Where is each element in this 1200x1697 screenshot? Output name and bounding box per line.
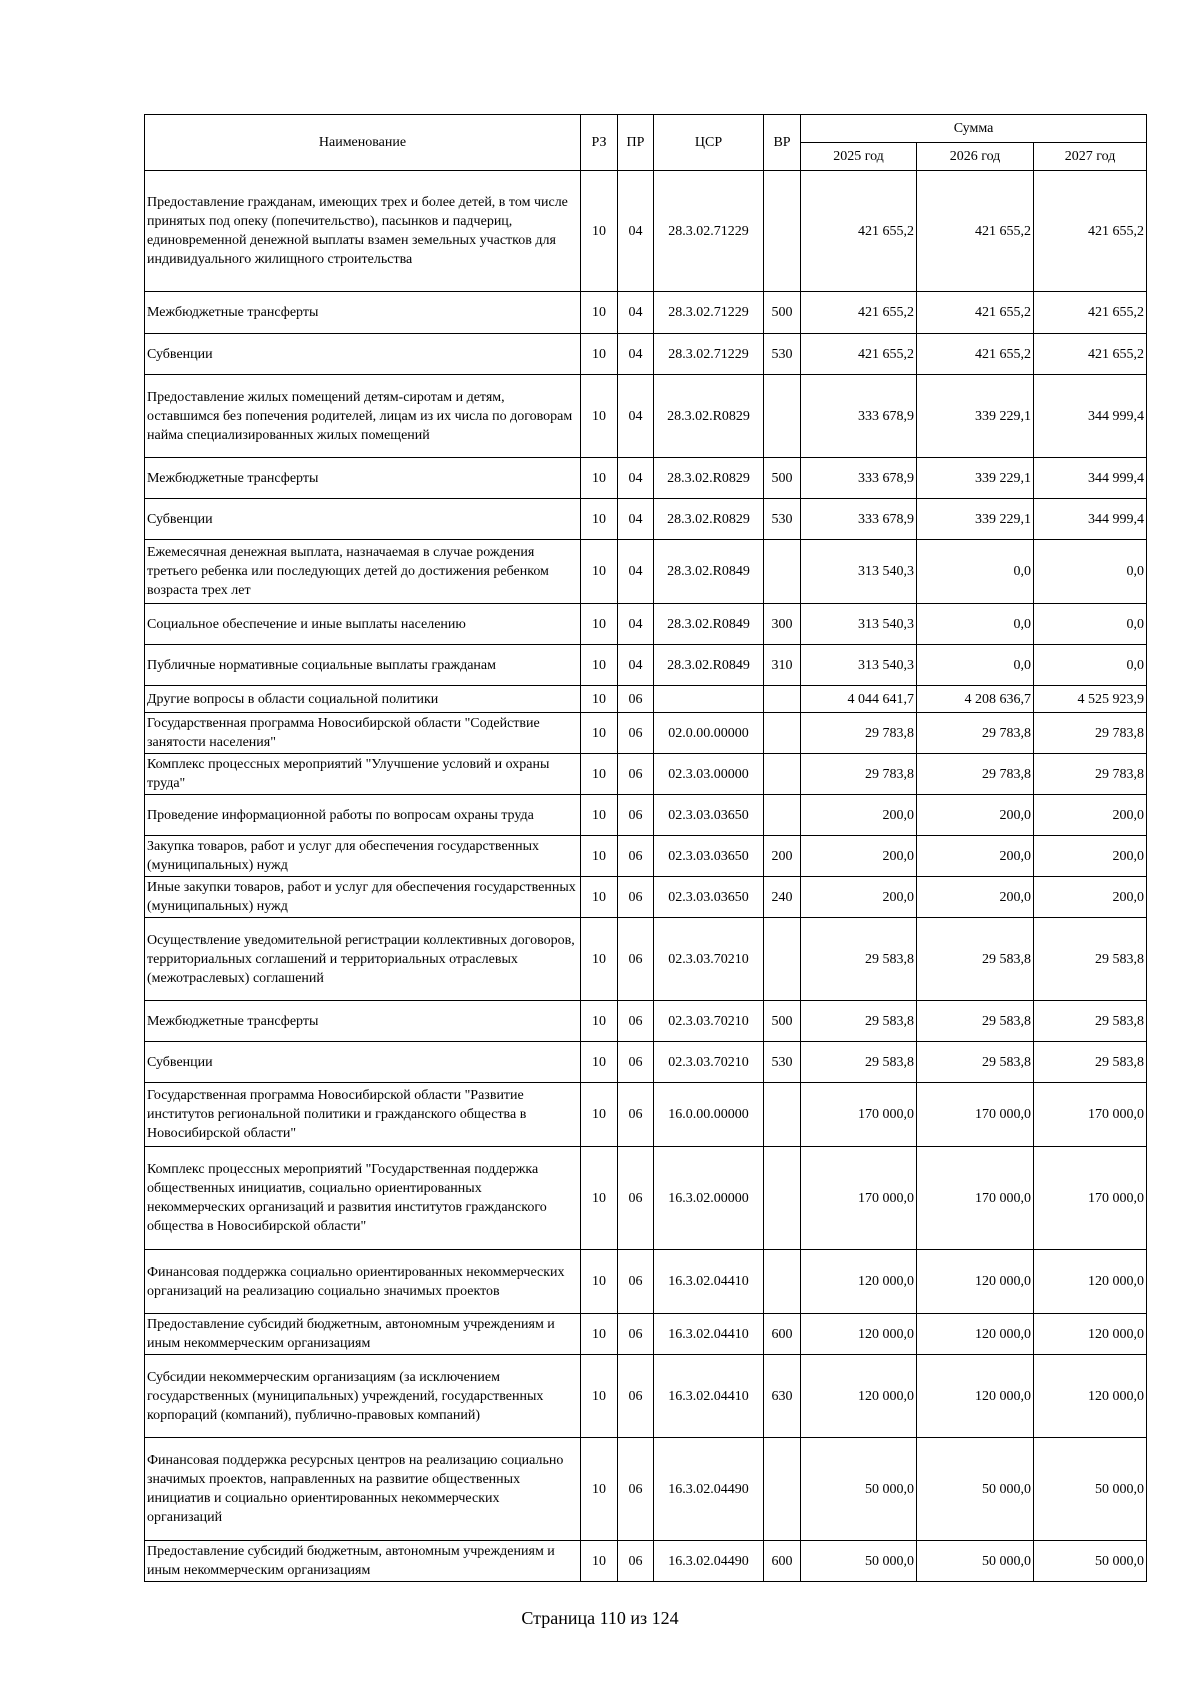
csr-cell: 28.3.02.71229	[654, 292, 764, 334]
table-row	[145, 375, 1147, 458]
sum-2027-cell: 29 583,8	[1034, 1042, 1147, 1083]
table-row	[145, 1314, 1147, 1355]
csr-cell: 16.0.00.00000	[654, 1083, 764, 1147]
pr-cell: 06	[618, 1250, 654, 1314]
csr-cell: 28.3.02.R0849	[654, 604, 764, 645]
sum-2027-cell: 120 000,0	[1034, 1355, 1147, 1438]
pr-cell: 06	[618, 1147, 654, 1250]
sum-2027-cell: 29 783,8	[1034, 754, 1147, 795]
name-cell: Финансовая поддержка социально ориентированных некоммерческих организаций на реализацию социально значимых проектов	[145, 1250, 581, 1314]
sum-2026-cell: 421 655,2	[917, 292, 1034, 334]
sum-2027-cell: 170 000,0	[1034, 1147, 1147, 1250]
name-cell: Комплекс процессных мероприятий "Государственная поддержка общественных инициатив, социально ориентированных некоммерческих организаций и развития институтов гражданского общества в Новосибирской области"	[145, 1147, 581, 1250]
sum-2025-cell: 421 655,2	[801, 334, 917, 375]
csr-cell: 16.3.02.04410	[654, 1355, 764, 1438]
csr-cell: 16.3.02.00000	[654, 1147, 764, 1250]
sum-2026-cell: 200,0	[917, 877, 1034, 918]
csr-cell: 28.3.02.R0829	[654, 499, 764, 540]
csr-cell: 02.3.03.03650	[654, 877, 764, 918]
sum-2025-cell: 29 583,8	[801, 1001, 917, 1042]
rz-cell: 10	[581, 1001, 618, 1042]
vr-cell	[764, 686, 801, 713]
csr-cell: 28.3.02.71229	[654, 334, 764, 375]
rz-cell: 10	[581, 795, 618, 836]
name-cell: Предоставление жилых помещений детям-сиротам и детям, оставшимся без попечения родителей, лицам из их числа по договорам найма специализированных жилых помещений	[145, 375, 581, 458]
sum-2026-cell: 120 000,0	[917, 1314, 1034, 1355]
pr-cell: 04	[618, 334, 654, 375]
pr-cell: 06	[618, 877, 654, 918]
sum-2025-cell: 120 000,0	[801, 1250, 917, 1314]
vr-cell	[764, 1250, 801, 1314]
header-name: Наименование	[145, 115, 581, 171]
sum-2026-cell: 0,0	[917, 604, 1034, 645]
pr-cell: 04	[618, 540, 654, 604]
pr-cell: 06	[618, 1355, 654, 1438]
sum-2026-cell: 421 655,2	[917, 334, 1034, 375]
vr-cell: 200	[764, 836, 801, 877]
table-row	[145, 458, 1147, 499]
name-cell: Субсидии некоммерческим организациям (за исключением государственных (муниципальных) учреждений, государственных корпораций (компаний), публично-правовых компаний)	[145, 1355, 581, 1438]
name-cell: Проведение информационной работы по вопросам охраны труда	[145, 795, 581, 836]
rz-cell: 10	[581, 1541, 618, 1582]
sum-2025-cell: 120 000,0	[801, 1314, 917, 1355]
table-row	[145, 877, 1147, 918]
rz-cell: 10	[581, 1314, 618, 1355]
pr-cell: 04	[618, 499, 654, 540]
table-row	[145, 1042, 1147, 1083]
sum-2026-cell: 339 229,1	[917, 499, 1034, 540]
csr-cell: 16.3.02.04410	[654, 1314, 764, 1355]
sum-2025-cell: 200,0	[801, 836, 917, 877]
pr-cell: 04	[618, 645, 654, 686]
csr-cell: 28.3.02.R0829	[654, 375, 764, 458]
table-row	[145, 918, 1147, 1001]
sum-2027-cell: 4 525 923,9	[1034, 686, 1147, 713]
table-row	[145, 292, 1147, 334]
rz-cell: 10	[581, 458, 618, 499]
vr-cell	[764, 540, 801, 604]
table-row	[145, 713, 1147, 754]
table-row	[145, 686, 1147, 713]
sum-2027-cell: 200,0	[1034, 836, 1147, 877]
rz-cell: 10	[581, 877, 618, 918]
vr-cell: 300	[764, 604, 801, 645]
table-row	[145, 499, 1147, 540]
pr-cell: 06	[618, 1042, 654, 1083]
rz-cell: 10	[581, 1083, 618, 1147]
csr-cell: 28.3.02.R0849	[654, 645, 764, 686]
table-row	[145, 1083, 1147, 1147]
sum-2025-cell: 120 000,0	[801, 1355, 917, 1438]
sum-2025-cell: 333 678,9	[801, 375, 917, 458]
header-csr: ЦСР	[654, 115, 764, 171]
pr-cell: 04	[618, 458, 654, 499]
sum-2026-cell: 421 655,2	[917, 171, 1034, 292]
vr-cell: 530	[764, 499, 801, 540]
table-row	[145, 334, 1147, 375]
sum-2025-cell: 50 000,0	[801, 1541, 917, 1582]
table-row	[145, 1355, 1147, 1438]
vr-cell	[764, 1147, 801, 1250]
csr-cell: 16.3.02.04410	[654, 1250, 764, 1314]
sum-2026-cell: 50 000,0	[917, 1541, 1034, 1582]
sum-2025-cell: 313 540,3	[801, 645, 917, 686]
header-year-2027: 2027 год	[1034, 143, 1147, 171]
name-cell: Социальное обеспечение и иные выплаты населению	[145, 604, 581, 645]
header-pr: ПР	[618, 115, 654, 171]
sum-2026-cell: 29 783,8	[917, 754, 1034, 795]
sum-2025-cell: 29 583,8	[801, 1042, 917, 1083]
sum-2027-cell: 120 000,0	[1034, 1314, 1147, 1355]
rz-cell: 10	[581, 645, 618, 686]
pr-cell: 06	[618, 754, 654, 795]
vr-cell: 500	[764, 1001, 801, 1042]
sum-2027-cell: 421 655,2	[1034, 171, 1147, 292]
csr-cell: 02.3.03.70210	[654, 1001, 764, 1042]
header-vr: ВР	[764, 115, 801, 171]
pr-cell: 04	[618, 375, 654, 458]
sum-2026-cell: 200,0	[917, 795, 1034, 836]
sum-2025-cell: 50 000,0	[801, 1438, 917, 1541]
table-body	[145, 171, 1147, 1582]
name-cell: Субвенции	[145, 334, 581, 375]
vr-cell	[764, 171, 801, 292]
sum-2027-cell: 170 000,0	[1034, 1083, 1147, 1147]
pr-cell: 06	[618, 1314, 654, 1355]
table-row	[145, 754, 1147, 795]
header-year-2025: 2025 год	[801, 143, 917, 171]
sum-2027-cell: 0,0	[1034, 645, 1147, 686]
table-row	[145, 540, 1147, 604]
sum-2027-cell: 29 783,8	[1034, 713, 1147, 754]
table-row	[145, 1250, 1147, 1314]
rz-cell: 10	[581, 171, 618, 292]
sum-2026-cell: 120 000,0	[917, 1250, 1034, 1314]
vr-cell: 310	[764, 645, 801, 686]
sum-2026-cell: 29 783,8	[917, 713, 1034, 754]
pr-cell: 06	[618, 1001, 654, 1042]
sum-2026-cell: 200,0	[917, 836, 1034, 877]
vr-cell	[764, 1438, 801, 1541]
sum-2025-cell: 421 655,2	[801, 292, 917, 334]
rz-cell: 10	[581, 604, 618, 645]
sum-2027-cell: 344 999,4	[1034, 499, 1147, 540]
csr-cell: 02.3.03.03650	[654, 795, 764, 836]
rz-cell: 10	[581, 1438, 618, 1541]
csr-cell: 02.3.03.03650	[654, 836, 764, 877]
pr-cell: 06	[618, 1083, 654, 1147]
pr-cell: 06	[618, 795, 654, 836]
pr-cell: 06	[618, 836, 654, 877]
sum-2027-cell: 421 655,2	[1034, 292, 1147, 334]
sum-2027-cell: 421 655,2	[1034, 334, 1147, 375]
sum-2026-cell: 29 583,8	[917, 1001, 1034, 1042]
sum-2027-cell: 344 999,4	[1034, 458, 1147, 499]
budget-table	[144, 114, 1147, 1582]
pr-cell: 06	[618, 686, 654, 713]
sum-2025-cell: 313 540,3	[801, 604, 917, 645]
vr-cell	[764, 713, 801, 754]
sum-2026-cell: 29 583,8	[917, 1042, 1034, 1083]
name-cell: Межбюджетные трансферты	[145, 458, 581, 499]
sum-2026-cell: 170 000,0	[917, 1083, 1034, 1147]
sum-2025-cell: 170 000,0	[801, 1083, 917, 1147]
sum-2027-cell: 29 583,8	[1034, 918, 1147, 1001]
vr-cell: 240	[764, 877, 801, 918]
vr-cell: 500	[764, 292, 801, 334]
rz-cell: 10	[581, 1042, 618, 1083]
header-year-2026: 2026 год	[917, 143, 1034, 171]
sum-2026-cell: 4 208 636,7	[917, 686, 1034, 713]
rz-cell: 10	[581, 334, 618, 375]
table-row	[145, 836, 1147, 877]
rz-cell: 10	[581, 754, 618, 795]
rz-cell: 10	[581, 836, 618, 877]
name-cell: Межбюджетные трансферты	[145, 1001, 581, 1042]
table-row	[145, 1438, 1147, 1541]
rz-cell: 10	[581, 918, 618, 1001]
sum-2026-cell: 339 229,1	[917, 458, 1034, 499]
name-cell: Предоставление гражданам, имеющих трех и более детей, в том числе принятых под опеку (попечительство), пасынков и падчериц, единовременной денежной выплаты взамен земельных участков для индивидуального жилищного строительства	[145, 171, 581, 292]
page-number: Страница 110 из 124	[521, 1608, 679, 1628]
table-row	[145, 795, 1147, 836]
pr-cell: 06	[618, 713, 654, 754]
csr-cell: 02.3.03.70210	[654, 918, 764, 1001]
name-cell: Публичные нормативные социальные выплаты гражданам	[145, 645, 581, 686]
vr-cell	[764, 918, 801, 1001]
sum-2026-cell: 50 000,0	[917, 1438, 1034, 1541]
sum-2026-cell: 0,0	[917, 540, 1034, 604]
sum-2027-cell: 50 000,0	[1034, 1541, 1147, 1582]
table-row	[145, 645, 1147, 686]
name-cell: Иные закупки товаров, работ и услуг для обеспечения государственных (муниципальных) нужд	[145, 877, 581, 918]
sum-2026-cell: 339 229,1	[917, 375, 1034, 458]
rz-cell: 10	[581, 1250, 618, 1314]
pr-cell: 04	[618, 292, 654, 334]
sum-2025-cell: 29 783,8	[801, 754, 917, 795]
table-row	[145, 1001, 1147, 1042]
csr-cell: 28.3.02.R0829	[654, 458, 764, 499]
name-cell: Финансовая поддержка ресурсных центров на реализацию социально значимых проектов, направленных на развитие общественных инициатив и социально ориентированных некоммерческих организаций	[145, 1438, 581, 1541]
sum-2025-cell: 421 655,2	[801, 171, 917, 292]
sum-2025-cell: 333 678,9	[801, 499, 917, 540]
rz-cell: 10	[581, 540, 618, 604]
name-cell: Другие вопросы в области социальной политики	[145, 686, 581, 713]
sum-2027-cell: 344 999,4	[1034, 375, 1147, 458]
table-row	[145, 1147, 1147, 1250]
name-cell: Предоставление субсидий бюджетным, автономным учреждениям и иным некоммерческим организациям	[145, 1314, 581, 1355]
sum-2027-cell: 120 000,0	[1034, 1250, 1147, 1314]
name-cell: Государственная программа Новосибирской области "Развитие институтов региональной политики и гражданского общества в Новосибирской области"	[145, 1083, 581, 1147]
sum-2027-cell: 0,0	[1034, 604, 1147, 645]
sum-2027-cell: 200,0	[1034, 795, 1147, 836]
vr-cell	[764, 375, 801, 458]
sum-2025-cell: 29 783,8	[801, 713, 917, 754]
header-sum: Сумма	[801, 115, 1147, 143]
csr-cell	[654, 686, 764, 713]
csr-cell: 16.3.02.04490	[654, 1438, 764, 1541]
csr-cell: 02.3.03.00000	[654, 754, 764, 795]
vr-cell: 600	[764, 1541, 801, 1582]
table-row	[145, 171, 1147, 292]
name-cell: Предоставление субсидий бюджетным, автономным учреждениям и иным некоммерческим организациям	[145, 1541, 581, 1582]
name-cell: Комплекс процессных мероприятий "Улучшение условий и охраны труда"	[145, 754, 581, 795]
rz-cell: 10	[581, 292, 618, 334]
vr-cell: 600	[764, 1314, 801, 1355]
sum-2026-cell: 170 000,0	[917, 1147, 1034, 1250]
sum-2027-cell: 50 000,0	[1034, 1438, 1147, 1541]
pr-cell: 06	[618, 1438, 654, 1541]
pr-cell: 04	[618, 604, 654, 645]
rz-cell: 10	[581, 686, 618, 713]
vr-cell: 530	[764, 1042, 801, 1083]
csr-cell: 02.3.03.70210	[654, 1042, 764, 1083]
vr-cell	[764, 795, 801, 836]
table-row	[145, 1541, 1147, 1582]
name-cell: Межбюджетные трансферты	[145, 292, 581, 334]
sum-2025-cell: 170 000,0	[801, 1147, 917, 1250]
sum-2026-cell: 29 583,8	[917, 918, 1034, 1001]
name-cell: Государственная программа Новосибирской области "Содействие занятости населения"	[145, 713, 581, 754]
sum-2025-cell: 200,0	[801, 877, 917, 918]
csr-cell: 16.3.02.04490	[654, 1541, 764, 1582]
sum-2025-cell: 4 044 641,7	[801, 686, 917, 713]
vr-cell: 500	[764, 458, 801, 499]
name-cell: Ежемесячная денежная выплата, назначаемая в случае рождения третьего ребенка или последующих детей до достижения ребенком возраста трех лет	[145, 540, 581, 604]
rz-cell: 10	[581, 499, 618, 540]
csr-cell: 28.3.02.R0849	[654, 540, 764, 604]
name-cell: Закупка товаров, работ и услуг для обеспечения государственных (муниципальных) нужд	[145, 836, 581, 877]
sum-2025-cell: 333 678,9	[801, 458, 917, 499]
vr-cell	[764, 1083, 801, 1147]
csr-cell: 28.3.02.71229	[654, 171, 764, 292]
name-cell: Субвенции	[145, 499, 581, 540]
sum-2025-cell: 313 540,3	[801, 540, 917, 604]
rz-cell: 10	[581, 713, 618, 754]
vr-cell	[764, 754, 801, 795]
sum-2027-cell: 200,0	[1034, 877, 1147, 918]
sum-2025-cell: 200,0	[801, 795, 917, 836]
sum-2025-cell: 29 583,8	[801, 918, 917, 1001]
rz-cell: 10	[581, 1147, 618, 1250]
sum-2026-cell: 120 000,0	[917, 1355, 1034, 1438]
pr-cell: 06	[618, 1541, 654, 1582]
vr-cell: 630	[764, 1355, 801, 1438]
header-rz: РЗ	[581, 115, 618, 171]
name-cell: Осуществление уведомительной регистрации коллективных договоров, территориальных соглашений и территориальных отраслевых (межотраслевых) соглашений	[145, 918, 581, 1001]
sum-2027-cell: 0,0	[1034, 540, 1147, 604]
table-row	[145, 604, 1147, 645]
sum-2026-cell: 0,0	[917, 645, 1034, 686]
csr-cell: 02.0.00.00000	[654, 713, 764, 754]
rz-cell: 10	[581, 375, 618, 458]
sum-2027-cell: 29 583,8	[1034, 1001, 1147, 1042]
pr-cell: 06	[618, 918, 654, 1001]
rz-cell: 10	[581, 1355, 618, 1438]
pr-cell: 04	[618, 171, 654, 292]
vr-cell: 530	[764, 334, 801, 375]
name-cell: Субвенции	[145, 1042, 581, 1083]
